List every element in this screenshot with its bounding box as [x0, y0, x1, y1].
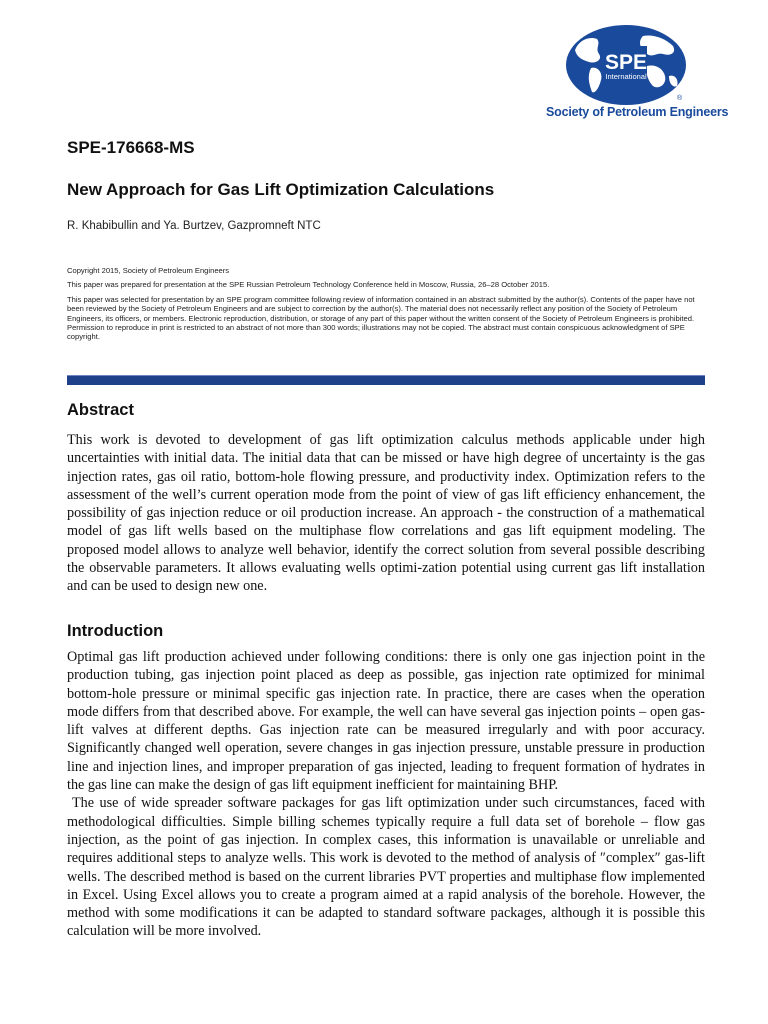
- paper-authors: R. Khabibullin and Ya. Burtzev, Gazpromneft NTC: [67, 220, 321, 232]
- paper-id: SPE-176668-MS: [67, 138, 195, 157]
- logo-international-text: International: [605, 72, 647, 81]
- globe-icon: [565, 24, 687, 106]
- copyright-line: Copyright 2015, Society of Petroleum Engineers: [67, 266, 230, 275]
- introduction-paragraph-2: The use of wide spreader software packages for gas lift optimization under such circumstances, faced with methodological difficulties. Simple billing schemes typically require a full data set of borehole – flow gas injection, as the point of gas injection. In complex cases, this information is unavailable or unreliable and requires additional steps to analyze wells. This work is devoted to the method of analysis of ″complex″ gas-lift wells. The described method is based on the current libraries PVT properties and multiphase flow implemented in Excel. Using Excel allows you to create a program aimed at a rapid analysis of the borehole. However, the method with some modifications it can be adapted to standard software packages, although it is possible this calculation will be more involved.: [67, 795, 705, 940]
- copyright-disclaimer: This paper was selected for presentation by an SPE program committee following review of information contained in an abstract submitted by the author(s). Contents of the paper have not been reviewed by the Society of Petroleum Engineers and are subject to correction by the author(s). The material does not necessarily reflect any position of the Society of Petroleum Engineers, its officers, or members. Electronic reproduction, distribution, or storage of any part of this paper without the written consent of the Society of Petroleum Engineers is prohibited. Permission to reproduce in print is restricted to an abstract of not more than 300 words; illustrations may not be copied. The abstract must contain conspicuous acknowledgment of SPE copyright.: [67, 294, 695, 342]
- introduction-body: [67, 648, 705, 941]
- abstract-paragraph: This work is devoted to development of gas lift optimization calculus methods applicable under high uncertainties with initial data. The initial data that can be missed or have high degree of uncertainty is the gas injection rates, gas oil ratio, bottom-hole flowing pressure, and productivity index. Optimization refers to the assessment of the well’s current operation mode from the point of view of gas lift efficiency enhancement, the possibility of gas injection reduce or oil production increase. An approach - the construction of a mathematical model of gas lift wells based on the multiphase flow correlations and gas lift equipment modeling. The proposed model allows to analyze well behavior, identify the correct solution from several possible describing the observable parameters. It allows evaluating wells optimi-zation potential using current gas lift installation and can be used to design new one.: [67, 432, 705, 595]
- copyright-block: [67, 266, 707, 347]
- conference-note: This paper was prepared for presentation at the SPE Russian Petroleum Technology Conference held in Moscow, Russia, 26–28 October 2015.: [67, 280, 550, 290]
- paper-title: New Approach for Gas Lift Optimization Calculations: [67, 180, 495, 199]
- spe-logo[interactable]: [546, 24, 729, 124]
- logo-society-name: Society of Petroleum Engineers: [546, 105, 729, 119]
- logo-spe-text: SPE: [604, 51, 648, 74]
- abstract-body: [67, 431, 705, 596]
- introduction-paragraph-1: Optimal gas lift production achieved under following conditions: there is only one gas injection point in the production tubing, gas injection point placed as deep as possible, gas injection rate optimized for minimal bottom-hole pressure or minimal specific gas injection rate. In practice, there are cases when the operation mode differs from that described above. For example, the well can have several gas injection points – open gas-lift valves at different depths. Gas injection rate can be measured irregularly and with poor accuracy. Significantly changed well operation, severe changes in gas injection pressure, unstable pressure in production line and injection lines, and improper preparation of gas injected, leading to frequent formation of hydrates in the gas line can make the design of gas lift equipment inefficient for maintaining BHP.: [67, 649, 705, 794]
- logo-registered-mark: ®: [677, 95, 683, 102]
- section-divider: [67, 375, 705, 385]
- introduction-heading: Introduction: [67, 622, 164, 640]
- abstract-heading: Abstract: [67, 401, 134, 419]
